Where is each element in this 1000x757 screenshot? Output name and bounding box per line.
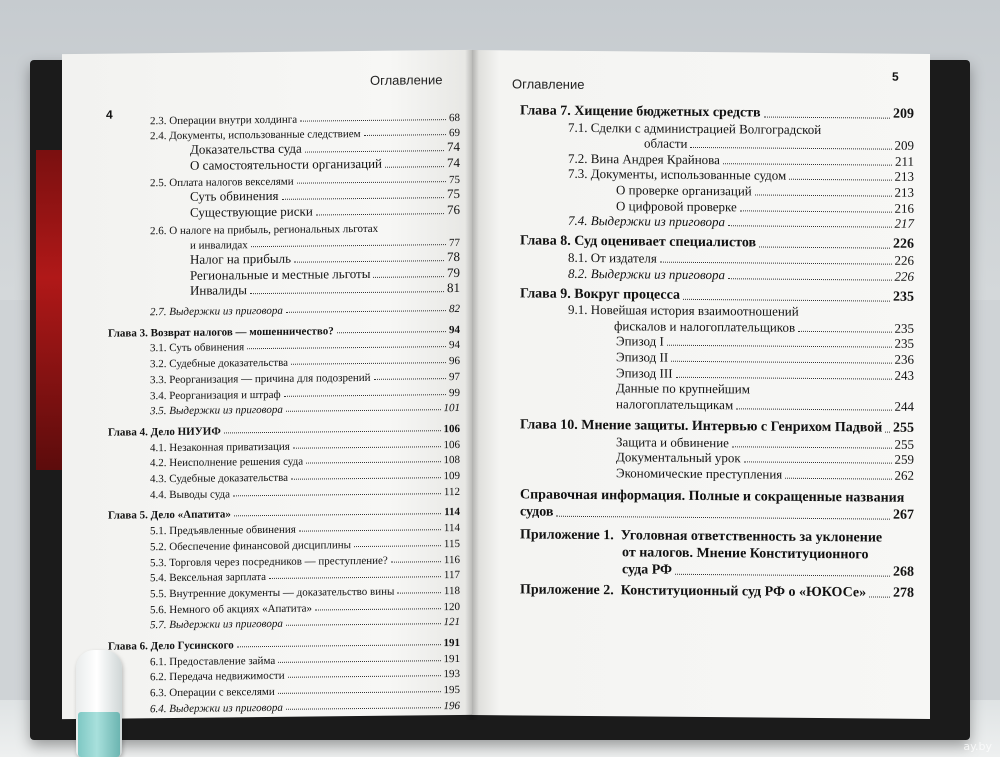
right-running-head: Оглавление — [512, 76, 585, 92]
right-toc-title: Данные по крупнейшим — [616, 380, 750, 397]
left-toc-page-number: 106 — [443, 438, 460, 451]
left-toc-title: 5.4. Вексельная зарплата — [150, 571, 267, 585]
left-toc-page-number: 121 — [443, 616, 460, 629]
right-toc-dot-leader — [885, 432, 890, 433]
left-toc-page-number: 112 — [443, 485, 460, 498]
right-toc-title: Экономические преступления — [616, 465, 783, 482]
right-toc-dot-leader — [736, 408, 891, 410]
left-toc-page-number: 117 — [443, 569, 460, 582]
left-toc-page-number: 82 — [449, 303, 460, 316]
left-toc-page-number: 77 — [449, 237, 460, 250]
left-toc-title: 2.6. О налоге на прибыль, региональных льготах — [150, 222, 379, 237]
left-toc-title: и инвалидах — [190, 239, 248, 253]
left-toc-title: 3.5. Выдержки из приговора — [150, 404, 283, 418]
right-toc-title: 8.2. Выдержки из приговора — [568, 265, 725, 282]
left-toc-page-number: 115 — [443, 537, 460, 551]
left-toc-title: 3.1. Суть обвинения — [150, 341, 245, 355]
left-toc-title: 4.1. Незаконная приватизация — [150, 440, 290, 454]
right-toc-title: О цифровой проверке — [616, 197, 737, 214]
right-toc-dot-leader — [798, 331, 891, 333]
left-toc-dot-leader — [250, 292, 444, 295]
left-toc-entry — [62, 398, 472, 418]
right-toc-title: области — [644, 135, 688, 152]
left-toc-page-number: 109 — [443, 470, 460, 483]
left-toc-title: Налог на прибыль — [190, 250, 291, 267]
left-toc-page-number: 74 — [447, 139, 460, 155]
right-toc-entry — [472, 503, 930, 524]
right-toc-page-number: 262 — [894, 467, 914, 483]
left-toc-title: 5.2. Обеспечение финансовой дисциплины — [150, 538, 351, 554]
left-toc-title: 4.4. Выводы суда — [150, 488, 231, 502]
left-toc-dot-leader — [237, 644, 441, 647]
left-toc-dot-leader — [286, 707, 441, 710]
right-toc-dot-leader — [869, 597, 890, 598]
left-toc-title: Инвалиды — [190, 282, 247, 299]
right-toc-title: Эпизод II — [616, 349, 669, 365]
left-toc-title: 5.5. Внутренние документы — доказательство вины — [150, 585, 395, 601]
left-toc-title: Глава 4. Дело НИУИФ — [108, 425, 221, 439]
cover-red-stripe — [36, 150, 64, 470]
right-toc-dot-leader — [675, 574, 890, 577]
left-toc-dot-leader — [278, 691, 441, 694]
right-toc-dot-leader — [728, 278, 892, 280]
right-toc-page-number: 226 — [894, 268, 914, 284]
watermark: ay.by — [963, 740, 992, 753]
left-toc-page-number: 75 — [447, 186, 460, 202]
left-toc-page-number: 68 — [449, 111, 460, 124]
right-toc-title: судов — [520, 504, 554, 520]
book-gutter — [465, 50, 479, 720]
left-toc-page-number: 99 — [449, 386, 460, 399]
right-toc-title: 8.1. От издателя — [568, 249, 657, 266]
left-toc-title: Региональные и местные льготы — [190, 265, 371, 283]
left-toc-page-number: 78 — [447, 248, 460, 265]
left-toc-title: 6.3. Операции с векселями — [150, 686, 275, 700]
left-toc-page-number: 97 — [449, 370, 460, 383]
left-toc-dot-leader — [288, 676, 441, 679]
left-toc-dot-leader — [224, 430, 441, 433]
right-toc-page-number: 236 — [894, 351, 914, 367]
right-toc-dot-leader — [671, 361, 891, 364]
right-toc-page-number: 235 — [894, 320, 914, 336]
left-toc-entry — [62, 299, 472, 319]
left-toc-page-number: 106 — [443, 422, 460, 436]
left-toc-title: 5.3. Торговля через посредников — преступление? — [150, 554, 388, 569]
left-toc-dot-leader — [278, 660, 440, 663]
right-toc-title: 7.2. Вина Андрея Крайнова — [568, 150, 720, 168]
right-toc-page-number: 216 — [894, 200, 914, 216]
left-toc-title: 4.2. Неисполнение решения суда — [150, 455, 304, 470]
right-toc-dot-leader — [683, 299, 890, 302]
left-toc-dot-leader — [234, 514, 441, 517]
left-toc-title: 3.2. Судебные доказательства — [150, 356, 289, 371]
right-toc-dot-leader — [660, 262, 892, 265]
right-toc-page-number: 226 — [894, 252, 914, 268]
right-toc-title: 7.3. Документы, использованные судом — [568, 166, 787, 184]
left-toc-page-number: 114 — [443, 522, 460, 535]
right-toc-title: налогоплательщикам — [616, 396, 734, 413]
left-toc-title: 5.7. Выдержки из приговора — [150, 618, 283, 632]
left-toc-page-number: 195 — [443, 684, 460, 697]
right-toc-page-number: 235 — [894, 336, 914, 352]
left-toc-dot-leader — [251, 244, 446, 247]
right-toc-entry — [472, 213, 930, 233]
left-page — [62, 50, 472, 719]
marker-body — [78, 712, 120, 757]
right-toc-page-number: 213 — [894, 184, 914, 200]
right-toc-page-number: 211 — [894, 153, 914, 169]
right-toc-page-number: 209 — [894, 137, 914, 154]
left-toc-title: Суть обвинения — [190, 188, 279, 204]
left-toc-title: 6.2. Передача недвижимости — [150, 670, 285, 684]
left-toc-title: Доказательства суда — [190, 140, 302, 157]
left-toc-entry — [62, 482, 472, 502]
left-toc-page-number: 94 — [449, 323, 460, 336]
left-toc-page-number: 114 — [444, 506, 460, 519]
right-toc-dot-leader — [728, 226, 892, 228]
left-toc-page-number: 81 — [447, 280, 460, 296]
right-page-number: 5 — [892, 69, 899, 84]
left-toc-dot-leader — [233, 493, 441, 496]
left-toc-page-number: 96 — [449, 355, 460, 368]
left-toc-page-number: 76 — [447, 201, 460, 217]
right-toc-dot-leader — [676, 376, 892, 379]
left-page-number: 4 — [106, 107, 113, 122]
left-toc-title: Глава 5. Дело «Апатита» — [108, 508, 231, 523]
left-toc-title: Глава 6. Дело Гусинского — [108, 639, 234, 653]
right-toc-dot-leader — [789, 179, 891, 181]
left-toc-entry — [62, 613, 472, 633]
left-toc-page-number: 193 — [443, 668, 460, 681]
left-toc-page-number: 79 — [447, 264, 460, 280]
left-toc-title: 6.1. Предоставление займа — [150, 654, 276, 669]
right-toc-entry — [472, 581, 930, 602]
right-toc-title: О проверке организаций — [616, 182, 752, 199]
right-toc-title: 9.1. Новейшая история взаимоотношений — [568, 302, 799, 320]
right-toc-page-number: 213 — [894, 169, 914, 185]
right-toc-dot-leader — [759, 247, 890, 249]
left-toc-title: 2.7. Выдержки из приговора — [150, 304, 283, 319]
left-toc-title: 2.4. Документы, использованные следствием — [150, 128, 361, 143]
right-toc-entry — [472, 464, 930, 484]
right-toc-page-number: 255 — [893, 420, 914, 436]
right-toc-title: Документальный урок — [616, 449, 741, 466]
right-toc-title: Эпизод III — [616, 364, 673, 381]
right-toc-title: Глава 7. Хищение бюджетных средств — [520, 103, 761, 121]
left-toc-title: 5.6. Немного об акциях «Апатита» — [150, 602, 313, 616]
right-toc-title: Глава 8. Суд оценивает специалистов — [520, 233, 757, 251]
right-toc-page-number: 209 — [893, 106, 914, 122]
left-toc-page-number: 116 — [443, 553, 460, 566]
left-toc-title: Существующие риски — [190, 203, 313, 220]
right-toc-title: Справочная информация. Полные и сокращенные названия — [520, 487, 905, 506]
right-toc-page-number: 278 — [893, 586, 914, 602]
right-toc-page-number: 217 — [894, 215, 914, 232]
right-toc-title: Приложение 1. Уголовная ответственность за уклонение — [520, 527, 883, 546]
left-toc-dot-leader — [291, 477, 440, 480]
left-toc-title: 2.5. Оплата налогов векселями — [150, 176, 294, 190]
left-toc-page-number: 75 — [449, 174, 460, 187]
left-toc-title: 3.4. Реорганизация и штраф — [150, 388, 281, 402]
right-toc-entry — [472, 560, 930, 581]
right-page — [472, 50, 930, 719]
left-toc-title: 6.4. Выдержки из приговора — [150, 701, 283, 716]
right-toc-dot-leader — [785, 478, 891, 480]
right-toc-title: от налогов. Мнение Конституционного — [622, 545, 869, 563]
right-toc-title: суда РФ — [622, 562, 673, 579]
left-toc-page-number: 74 — [447, 154, 460, 170]
left-toc-page-number: 191 — [443, 652, 460, 665]
left-toc-page-number: 120 — [443, 600, 460, 613]
right-toc-dot-leader — [755, 195, 892, 197]
right-toc-page-number: 259 — [894, 451, 914, 468]
right-toc-dot-leader — [723, 163, 892, 165]
right-toc-title: Эпизод I — [616, 333, 664, 350]
right-toc-title: 7.4. Выдержки из приговора — [568, 213, 725, 230]
right-toc-page-number: 255 — [894, 436, 914, 452]
right-toc-dot-leader — [690, 147, 891, 150]
right-toc-title: Глава 9. Вокруг процесса — [520, 286, 681, 303]
right-toc-dot-leader — [556, 516, 890, 520]
left-toc-entry — [62, 281, 472, 301]
right-toc-title: фискалов и налогоплательщиков — [614, 318, 796, 335]
right-toc-dot-leader — [732, 446, 892, 448]
right-toc-title: Приложение 2. Конституционный суд РФ о «ЮКОСе» — [520, 582, 867, 601]
right-toc-page-number: 268 — [893, 564, 914, 581]
right-toc-page-number: 235 — [893, 289, 914, 305]
left-toc-title: Глава 3. Возврат налогов — мошенничество? — [108, 325, 334, 340]
left-toc-dot-leader — [286, 409, 441, 412]
left-toc-page-number: 94 — [449, 339, 460, 352]
right-toc-dot-leader — [740, 210, 892, 212]
left-toc-page-number: 101 — [443, 402, 460, 415]
right-toc-entry — [472, 395, 930, 415]
left-toc-page-number: 69 — [449, 127, 460, 140]
left-toc-page-number: 108 — [443, 454, 460, 467]
left-toc-page-number: 196 — [443, 699, 460, 713]
left-toc-dot-leader — [247, 347, 446, 350]
left-toc-dot-leader — [293, 446, 441, 449]
right-toc-page-number: 244 — [894, 398, 914, 414]
right-toc-dot-leader — [744, 462, 892, 464]
left-toc-entry — [62, 696, 472, 716]
right-toc-title: Глава 10. Мнение защиты. Интервью с Генрихом Падвой — [520, 417, 883, 436]
left-running-head: Оглавление — [370, 72, 443, 88]
right-toc-title: 7.1. Сделки с администрацией Волгоградской — [568, 119, 822, 137]
left-toc-title: О самостоятельности организаций — [190, 155, 382, 173]
right-toc-page-number: 243 — [894, 367, 914, 383]
left-toc-title: 2.3. Операции внутри холдинга — [150, 113, 298, 127]
right-toc-entry — [472, 265, 930, 285]
right-toc-dot-leader — [667, 345, 892, 348]
left-toc-page-number: 191 — [443, 637, 460, 650]
right-toc-dot-leader — [764, 117, 890, 119]
left-toc-dot-leader — [286, 624, 441, 627]
left-toc-dot-leader — [269, 576, 441, 579]
left-toc-title: 4.3. Судебные доказательства — [150, 471, 289, 486]
left-toc-title: 3.3. Реорганизация — причина для подозрений — [150, 371, 371, 387]
left-toc-page-number: 118 — [443, 584, 460, 598]
right-toc-title: Защита и обвинение — [616, 433, 729, 450]
right-toc-page-number: 267 — [893, 507, 914, 523]
left-toc-title: 5.1. Предъявленные обвинения — [150, 523, 296, 538]
right-toc-page-number: 226 — [893, 237, 914, 253]
